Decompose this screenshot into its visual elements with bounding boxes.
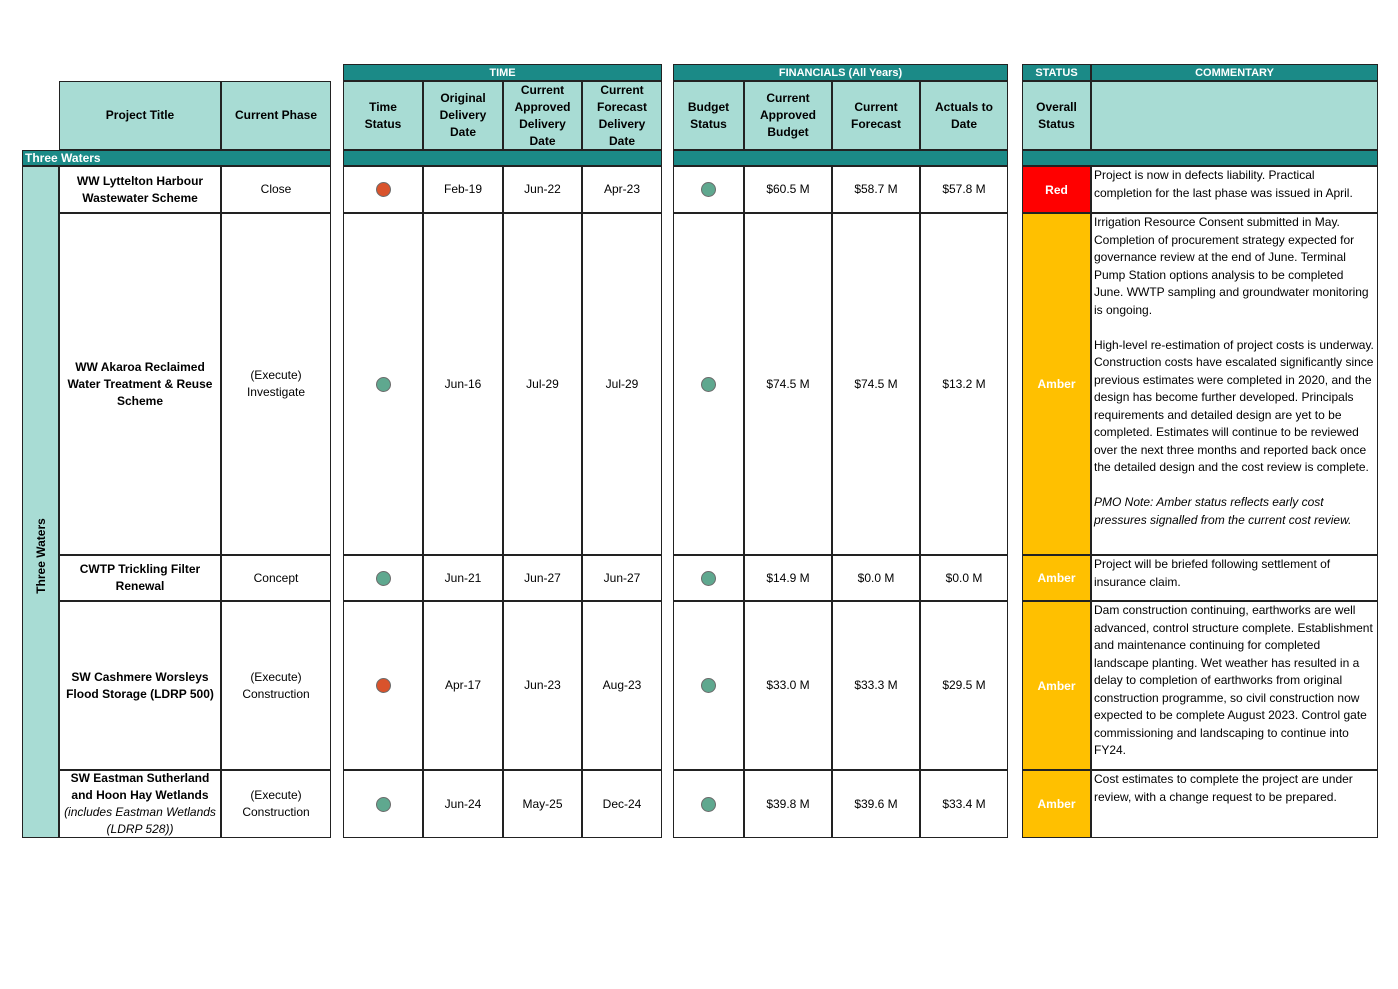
- commentary-paragraph: Cost estimates to complete the project are under review, with a change request to be prepared.: [1094, 772, 1353, 804]
- project-title-cell: [59, 770, 221, 838]
- current-forecast-delivery-date: Jul-29: [582, 213, 662, 555]
- project-title-cell: [59, 601, 221, 770]
- budget-status-cell: [673, 770, 744, 838]
- actuals-to-date: $57.8 M: [920, 166, 1008, 213]
- column-header-current-phase: Current Phase: [221, 81, 331, 150]
- overall-status-badge: Amber: [1022, 555, 1091, 601]
- current-approved-delivery-date: Jun-27: [503, 555, 582, 601]
- current-approved-budget: $39.8 M: [744, 770, 832, 838]
- budget-status-cell: [673, 601, 744, 770]
- current-forecast-delivery-date: Aug-23: [582, 601, 662, 770]
- budget-status-cell: [673, 555, 744, 601]
- time-status-indicator: [376, 678, 391, 693]
- column-header-commentary: [1091, 81, 1378, 150]
- section-bar-status: [1022, 150, 1378, 166]
- budget-status-cell: [673, 213, 744, 555]
- commentary-cell: [1091, 166, 1378, 213]
- commentary-cell: [1091, 601, 1378, 770]
- budget-status-indicator: [701, 377, 716, 392]
- group-header-time: TIME: [343, 64, 662, 81]
- column-header-current-forecast-delivery: Current Forecast Delivery Date: [582, 81, 662, 150]
- current-phase: (Execute) Construction: [221, 601, 331, 770]
- project-title: WW Akaroa Reclaimed Water Treatment & Reuse Scheme: [67, 359, 213, 408]
- time-status-indicator: [376, 377, 391, 392]
- commentary-cell: [1091, 555, 1378, 601]
- current-forecast: $58.7 M: [832, 166, 920, 213]
- column-header-budget-status: Budget Status: [673, 81, 744, 150]
- section-vertical-label-text: Three Waters: [33, 517, 48, 594]
- overall-status-badge: Red: [1022, 166, 1091, 213]
- current-approved-delivery-date: Jun-22: [503, 166, 582, 213]
- project-title: SW Eastman Sutherland and Hoon Hay Wetlands: [70, 771, 210, 802]
- current-phase: (Execute) Construction: [221, 770, 331, 838]
- current-approved-budget: $14.9 M: [744, 555, 832, 601]
- column-header-time-status: Time Status: [343, 81, 423, 150]
- project-title-cell: [59, 213, 221, 555]
- time-status-cell: [343, 770, 423, 838]
- current-approved-delivery-date: Jun-23: [503, 601, 582, 770]
- original-delivery-date: Jun-16: [423, 213, 503, 555]
- budget-status-cell: [673, 166, 744, 213]
- current-forecast-delivery-date: Jun-27: [582, 555, 662, 601]
- commentary-pmo-note: PMO Note: Amber status reflects early cost pressures signalled from the current cost review.: [1094, 495, 1352, 527]
- original-delivery-date: Apr-17: [423, 601, 503, 770]
- project-title: SW Cashmere Worsleys Flood Storage (LDRP 500): [66, 669, 214, 701]
- time-status-cell: [343, 555, 423, 601]
- current-phase: Concept: [221, 555, 331, 601]
- time-status-cell: [343, 166, 423, 213]
- budget-status-indicator: [701, 182, 716, 197]
- current-forecast: $39.6 M: [832, 770, 920, 838]
- time-status-cell: [343, 213, 423, 555]
- section-bar-time: [343, 150, 662, 166]
- current-approved-delivery-date: Jul-29: [503, 213, 582, 555]
- actuals-to-date: $13.2 M: [920, 213, 1008, 555]
- commentary-paragraph: Irrigation Resource Consent submitted in May. Completion of procurement strategy expected for governance review at the end of June. Terminal Pump Station options analysis to be completed June. WWTP sampling and groundwater monitoring is ongoing.: [1094, 215, 1369, 317]
- budget-status-indicator: [701, 797, 716, 812]
- time-status-indicator: [376, 797, 391, 812]
- original-delivery-date: Jun-21: [423, 555, 503, 601]
- time-status-indicator: [376, 182, 391, 197]
- column-header-current-approved-budget: Current Approved Budget: [744, 81, 832, 150]
- project-title-cell: [59, 555, 221, 601]
- current-phase: Close: [221, 166, 331, 213]
- budget-status-indicator: [701, 678, 716, 693]
- column-header-overall-status: Overall Status: [1022, 81, 1091, 150]
- budget-status-indicator: [701, 571, 716, 586]
- current-forecast: $74.5 M: [832, 213, 920, 555]
- section-bar-three-waters: Three Waters: [22, 150, 331, 166]
- section-bar-financials: [673, 150, 1008, 166]
- current-forecast: $33.3 M: [832, 601, 920, 770]
- overall-status-badge: Amber: [1022, 770, 1091, 838]
- current-forecast-delivery-date: Apr-23: [582, 166, 662, 213]
- group-header-financials: FINANCIALS (All Years): [673, 64, 1008, 81]
- original-delivery-date: Feb-19: [423, 166, 503, 213]
- commentary-paragraph: Project is now in defects liability. Practical completion for the last phase was issued in April.: [1094, 168, 1353, 200]
- project-title-cell: [59, 166, 221, 213]
- current-approved-budget: $60.5 M: [744, 166, 832, 213]
- current-forecast: $0.0 M: [832, 555, 920, 601]
- current-approved-budget: $33.0 M: [744, 601, 832, 770]
- section-vertical-label: [22, 166, 59, 838]
- commentary-paragraph: Dam construction continuing, earthworks are well advanced, control structure complete. Establishment and maintenance continuing for completed landscape planting. Wet weather has resulted in a delay to completion of earthworks from original construction programme, so civil construction now expected to be complete August 2023. Control gate commissioning and landscaping to continue into FY24.: [1094, 603, 1373, 757]
- current-forecast-delivery-date: Dec-24: [582, 770, 662, 838]
- group-header-status: STATUS: [1022, 64, 1091, 81]
- commentary-cell: [1091, 213, 1378, 555]
- column-header-actuals-to-date: Actuals to Date: [920, 81, 1008, 150]
- commentary-cell: [1091, 770, 1378, 838]
- commentary-paragraph: High-level re-estimation of project costs is underway. Construction costs have escalated significantly since previous estimates were completed in 2020, and the design has become further developed. Principals requirements and detailed design are yet to be completed. Estimates will continue to be reviewed over the next three months and reported back once the detailed design and the cost review is complete.: [1094, 337, 1374, 474]
- column-header-current-forecast: Current Forecast: [832, 81, 920, 150]
- actuals-to-date: $29.5 M: [920, 601, 1008, 770]
- time-status-indicator: [376, 571, 391, 586]
- current-approved-delivery-date: May-25: [503, 770, 582, 838]
- project-title: CWTP Trickling Filter Renewal: [79, 562, 201, 593]
- actuals-to-date: $0.0 M: [920, 555, 1008, 601]
- original-delivery-date: Jun-24: [423, 770, 503, 838]
- overall-status-badge: Amber: [1022, 213, 1091, 555]
- actuals-to-date: $33.4 M: [920, 770, 1008, 838]
- column-header-project-title: Project Title: [59, 81, 221, 150]
- column-header-original-delivery: Original Delivery Date: [423, 81, 503, 150]
- column-header-current-approved-delivery: Current Approved Delivery Date: [503, 81, 582, 150]
- commentary-paragraph: Project will be briefed following settlement of insurance claim.: [1094, 557, 1331, 589]
- overall-status-badge: Amber: [1022, 601, 1091, 770]
- project-title: WW Lyttelton Harbour Wastewater Scheme: [76, 173, 204, 205]
- project-title-note: (includes Eastman Wetlands (LDRP 528)): [64, 805, 216, 836]
- current-phase: (Execute) Investigate: [221, 213, 331, 555]
- group-header-commentary: COMMENTARY: [1091, 64, 1378, 81]
- time-status-cell: [343, 601, 423, 770]
- current-approved-budget: $74.5 M: [744, 213, 832, 555]
